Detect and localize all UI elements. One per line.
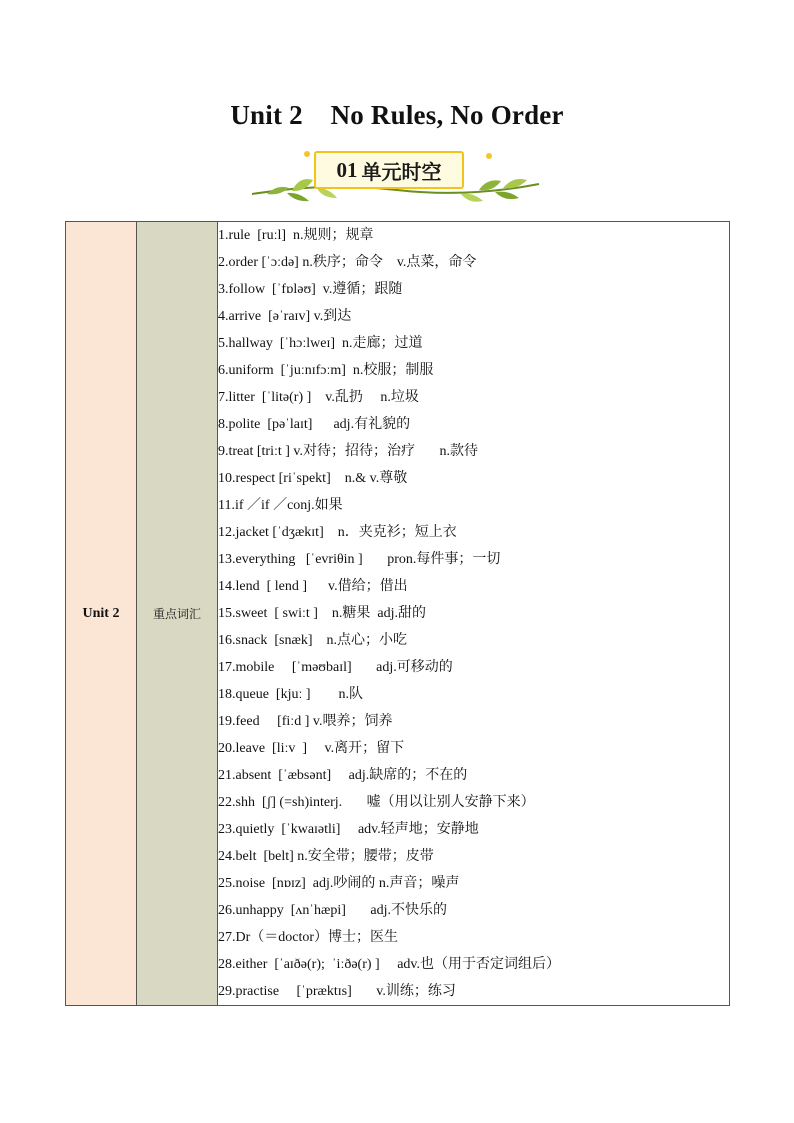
category-cell: 重点词汇 bbox=[137, 222, 218, 1006]
vocab-entry: 25.noise [nɒɪz] adj.吵闹的 n.声音；噪声 bbox=[218, 876, 460, 891]
vocab-entry: 17.mobile [ˈməʊbaɪl] adj.可移动的 bbox=[218, 660, 453, 675]
vocab-entry: 10.respect [riˈspekt] n.& v.尊敬 bbox=[218, 471, 408, 486]
vocabulary-list bbox=[218, 222, 730, 1006]
vocab-entry: 20.leave [liːv ] v.离开；留下 bbox=[218, 741, 405, 756]
vocab-entry: 21.absent [ˈæbsənt] adj.缺席的；不在的 bbox=[218, 768, 468, 783]
vocab-entry: 1.rule [ruːl] n.规则；规章 bbox=[218, 228, 374, 243]
vocab-entry: 9.treat [triːt ] v.对待；招待；治疗 n.款待 bbox=[218, 444, 479, 459]
vocab-entry: 3.follow [ˈfɒləʊ] v.遵循；跟随 bbox=[218, 282, 403, 297]
vocab-entry: 29.practise [ˈpræktɪs] v.训练；练习 bbox=[218, 984, 456, 999]
vocab-entry: 14.lend [ lend ] v.借给；借出 bbox=[218, 579, 408, 594]
vocab-entry: 6.uniform [ˈjuːnɪfɔːm] n.校服；制服 bbox=[218, 363, 434, 378]
vocab-entry: 2.order [ˈɔːdə] n.秩序；命令 v.点菜，命令 bbox=[218, 255, 477, 270]
page-title: Unit 2 No Rules, No Order bbox=[230, 100, 564, 130]
section-banner bbox=[247, 146, 547, 208]
vocab-entry: 13.everything [ˈevriθin ] pron.每件事；一切 bbox=[218, 552, 501, 567]
section-label: 单元时空 bbox=[361, 159, 442, 184]
vocab-entry: 7.litter [ˈlitə(r) ] v.乱扔 n.垃圾 bbox=[218, 390, 419, 405]
vocab-entry: 19.feed [fiːd ] v.喂养；饲养 bbox=[218, 714, 393, 729]
vocab-entry: 22.shh [ʃ] (=sh)interj. 嘘（用以让别人安静下来） bbox=[218, 795, 535, 810]
section-number: 01 bbox=[336, 157, 358, 182]
vocab-entry: 8.polite [pəˈlaɪt] adj.有礼貌的 bbox=[218, 417, 411, 432]
vocab-entry: 26.unhappy [ʌnˈhæpi] adj.不快乐的 bbox=[218, 903, 448, 918]
vocab-entry: 15.sweet [ swiːt ] n.糖果 adj.甜的 bbox=[218, 606, 427, 621]
vocab-entry: 5.hallway [ˈhɔːlweɪ] n.走廊；过道 bbox=[218, 336, 423, 351]
unit-cell: Unit 2 bbox=[66, 222, 137, 1006]
vocabulary-table bbox=[65, 221, 730, 1006]
vocab-entry: 28.either [ˈaɪðə(r); ˈiːðə(r) ] adv.也（用于否定词组后） bbox=[218, 957, 560, 972]
vocab-entry: 16.snack [snæk] n.点心；小吃 bbox=[218, 633, 407, 648]
vocab-entry: 4.arrive [əˈraɪv] v.到达 bbox=[218, 309, 352, 324]
vocab-entry: 12.jacket [ˈdʒækɪt] n．夹克衫；短上衣 bbox=[218, 525, 457, 540]
vocab-entry: 23.quietly [ˈkwaɪətli] adv.轻声地；安静地 bbox=[218, 822, 479, 837]
vocab-entry: 24.belt [belt] n.安全带；腰带；皮带 bbox=[218, 849, 434, 864]
vocab-entry: 27.Dr（＝doctor）博士；医生 bbox=[218, 930, 399, 945]
section-label-box bbox=[314, 151, 464, 189]
vocab-entry: 18.queue [kjuː ] n.队 bbox=[218, 687, 364, 702]
vocab-entry: 11.if ／if ／conj.如果 bbox=[218, 498, 343, 513]
table-row bbox=[66, 222, 730, 1006]
